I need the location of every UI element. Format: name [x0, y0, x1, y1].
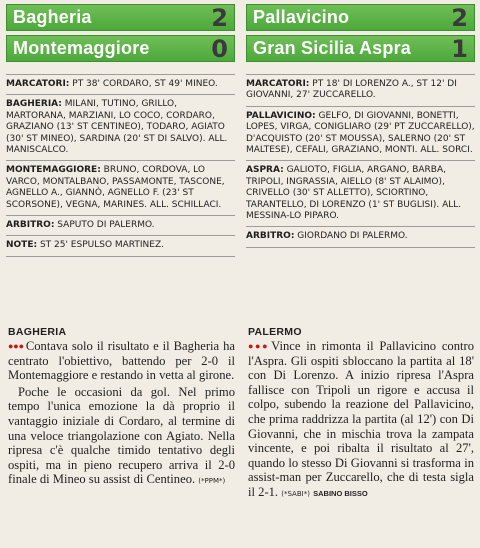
block-text: PT 18' DI LORENZO A., ST 12' DI GIOVANNI, 27' ZUCCARELLO. [246, 79, 457, 101]
block-label: MONTEMAGGIORE: [6, 165, 101, 176]
score-row-home [6, 4, 235, 31]
article-body [248, 339, 474, 502]
score-row-away [246, 35, 475, 62]
team-name: Bagheria [13, 7, 92, 27]
article-signature: (*SABI*) [281, 489, 310, 498]
team-score: 2 [211, 3, 228, 32]
block-label: MARCATORI: [246, 79, 310, 89]
notes-block [6, 236, 235, 256]
paragraph-text: Poche le occasioni da gol. Nel primo tempo l'unica emozione la dà proprio il vantaggio iniziale di Cordaro, al termine di una veloce triangolazione con Agiato. Nella ripresa c'è qualche timido tentativo degli ospiti, ma in pieno recupero arriva il 2-0 finale di Mineo su assist di Centineo. [8, 384, 235, 487]
block-label: NOTE: [6, 240, 38, 251]
match-column-bagheria [6, 0, 235, 257]
block-label: BAGHERIA: [6, 99, 62, 110]
paragraph-text: Contava solo il risultato e il Bagheria ha centrato l'obiettivo, battendo per 2-0 il Montemaggiore e restando in vetta al girone. [8, 339, 235, 383]
team-name: Gran Sicilia Aspra [253, 38, 411, 58]
article-dateline: BAGHERIA [8, 326, 67, 338]
bullet-dots-icon: ●●● [248, 341, 270, 351]
lineup-home-block [6, 95, 235, 161]
article-body [8, 339, 235, 489]
lineup-away-block [246, 161, 475, 227]
block-text: BRUNO, CORDOVA, LO VARCO, MONTALBANO, PASSAMONTE, TASCONE, AGNELLO A., GIANNÒ, AGNELLO F. (23' ST SCORSONE), VEGNA, MARINES. ALL. SCHILLACI. [6, 165, 225, 210]
article-paragraph [8, 385, 235, 489]
block-label: ARBITRO: [6, 220, 55, 231]
score-row-home [246, 4, 475, 31]
team-score: 1 [451, 34, 468, 63]
block-label: MARCATORI: [6, 79, 70, 89]
block-text: GIORDANO DI PALERMO. [294, 231, 408, 242]
score-row-away [6, 35, 235, 62]
block-label: ASPRA: [246, 165, 284, 176]
article-dateline: PALERMO [248, 326, 302, 338]
match-column-pallavicino [246, 0, 475, 248]
article-signature: (*PPM*) [198, 477, 226, 486]
scorers-block [246, 74, 475, 107]
block-text: SAPUTO DI PALERMO. [54, 220, 155, 231]
block-text: PT 38' CORDARO, ST 49' MINEO. [69, 79, 218, 89]
team-score: 0 [211, 34, 228, 63]
lineup-home-block [246, 107, 475, 162]
team-name: Pallavicino [253, 7, 350, 27]
article-paragraph [8, 339, 235, 383]
bullet-dots-icon: ●●● [8, 341, 24, 351]
paragraph-text: Vince in rimonta il Pallavicino contro l'Aspra. Gli ospiti sbloccano la partita al 18' con Di Lorenzo. A inizio ripresa l'Aspra fallisce con Tripoli un rigore e accusa il colpo, subendo la reazione del Pallavicino, che prima raddrizza la partita (al 12') con Di Giovanni, che in mischia trova la zampata vincente, e poi ribalta il risultato al 27', quando lo stesso Di Giovanni si trasforma in assist-man per Zuccarello, che di testa sigla il 2-1. [248, 339, 474, 499]
author-name: SABINO BISSO [313, 488, 368, 498]
block-text: ST 25' ESPULSO MARTINEZ. [37, 240, 165, 251]
team-score: 2 [451, 3, 468, 32]
block-label: PALLAVICINO: [246, 110, 316, 121]
referee-block [246, 227, 475, 247]
lineup-away-block [6, 161, 235, 216]
block-text: GALIOTO, FIGLIA, ARGANO, BARBA, TRIPOLI, INGRASSIA, AIELLO (8' ST ALAIMO), CRIVELLO (30' ST ALLETTO), SCIORTINO, TARANTELLO, DI LORENZO (1' ST BUGLISI). ALL. MESSINA-LO PIPARO. [246, 165, 462, 222]
referee-block [6, 216, 235, 236]
block-text: GELFO, DI GIOVANNI, BONETTI, LOPES, VIRGA, CONIGLIARO (29' PT ZUCCARELLO), D'ACQUISTO (20' ST MOUSSA), SALERNO (20' ST MALTESE), CEFALI, GRAZIANO, MONTI. ALL. SORCI. [246, 110, 475, 156]
team-name: Montemaggiore [13, 38, 150, 58]
block-text: MILANI, TUTINO, GRILLO, MARTORANA, MARZIANI, LO COCO, CORDARO, GRAZIANO (13' ST CENTINEO), TODARO, AGIATO (30' ST MINEO), SARDINA (20' ST DI SALVO). ALL. MANISCALCO. [6, 99, 228, 156]
scorers-block [6, 74, 235, 95]
block-label: ARBITRO: [246, 231, 295, 242]
article-paragraph [248, 339, 474, 502]
